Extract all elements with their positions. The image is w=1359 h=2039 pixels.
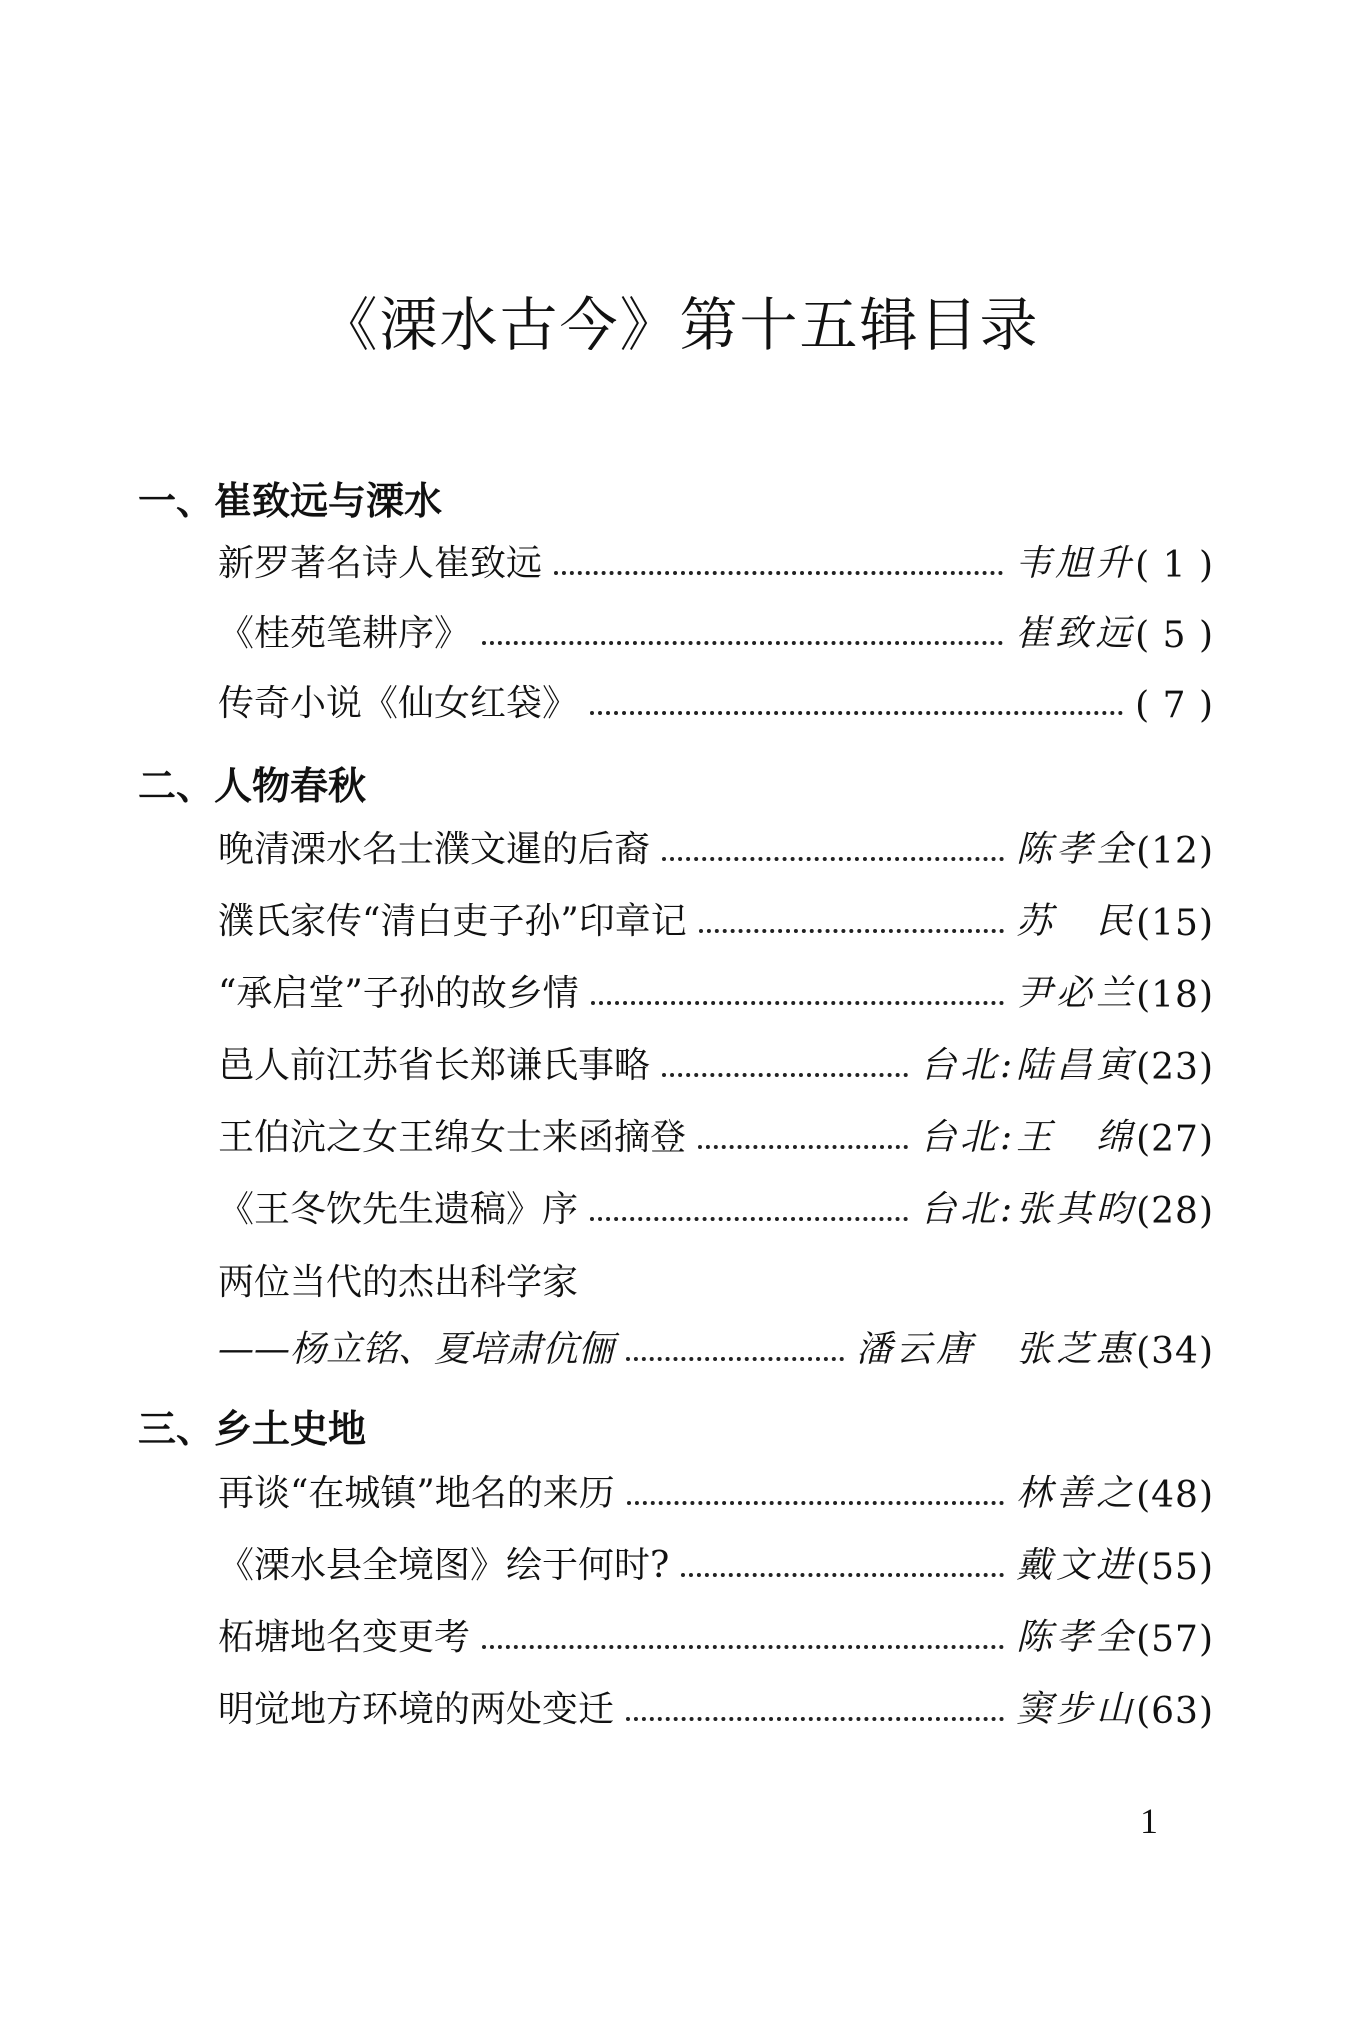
entry-author: 陈孝全 (1016, 1617, 1137, 1658)
entry-title: 邑人前江苏省长郑谦氏事略 (218, 1045, 651, 1086)
dot-leader (482, 1645, 1004, 1649)
dot-leader (554, 571, 1003, 575)
entry-title: 王伯沆之女王绵女士来函摘登 (218, 1117, 687, 1158)
entry-page: ( 7 ) (1135, 685, 1214, 726)
dot-leader (590, 711, 1123, 715)
dot-leader (698, 1145, 908, 1149)
entry-page: (23) (1136, 1047, 1214, 1088)
entry-author: 尹必兰 (1016, 973, 1137, 1014)
section-heading: 二、人物春秋 (138, 764, 367, 808)
entry-title: 晚清溧水名士濮文暹的后裔 (218, 829, 651, 870)
toc-entry[interactable] (218, 1466, 1214, 1516)
entry-page: ( 5 ) (1135, 615, 1214, 656)
toc-entry[interactable] (218, 1610, 1214, 1660)
entry-title: 濮氏家传“清白吏子孙”印章记 (218, 901, 687, 942)
page-title: 《溧水古今》第十五辑目录 (319, 291, 1040, 359)
toc-entry[interactable] (218, 1110, 1214, 1160)
entry-author: 苏 民 (1016, 901, 1137, 942)
dot-leader (591, 1001, 1004, 1005)
toc-entry[interactable] (218, 1322, 1214, 1372)
entry-title: 新罗著名诗人崔致远 (218, 543, 543, 584)
entry-page: ( 1 ) (1135, 545, 1214, 586)
dot-leader (590, 1217, 908, 1221)
entry-author: 陈孝全 (1016, 829, 1137, 870)
entry-author: 林善之 (1016, 1473, 1137, 1514)
toc-entry[interactable] (218, 676, 1214, 726)
toc-entry[interactable] (218, 1182, 1214, 1232)
entry-author: 崔致远 (1015, 613, 1136, 654)
page-number: 1 (1140, 1801, 1158, 1841)
entry-author: 台北:王 绵 (919, 1117, 1137, 1158)
entry-title: 再谈“在城镇”地名的来历 (218, 1473, 615, 1514)
entry-title: 传奇小说《仙女红袋》 (218, 683, 579, 724)
toc-entry[interactable] (218, 966, 1214, 1016)
entry-title: “承启堂”子孙的故乡情 (218, 973, 579, 1014)
dot-leader (482, 641, 1003, 645)
dot-leader (662, 857, 1004, 861)
entry-page: (27) (1136, 1119, 1214, 1160)
entry-title-line1[interactable]: 两位当代的杰出科学家 (218, 1262, 579, 1303)
toc-entry[interactable] (218, 822, 1214, 872)
entry-author: 潘云唐 张芝惠 (856, 1329, 1137, 1370)
entry-subtitle: ——杨立铭、夏培肃伉俪 (218, 1329, 615, 1370)
entry-title: 《桂苑笔耕序》 (218, 613, 471, 654)
toc-entry[interactable] (218, 606, 1214, 656)
dot-leader (626, 1717, 1004, 1721)
toc-entry[interactable] (218, 894, 1214, 944)
entry-page: (28) (1136, 1191, 1214, 1232)
dot-leader (699, 929, 1004, 933)
entry-page: (34) (1136, 1331, 1214, 1372)
section-heading: 一、崔致远与溧水 (138, 479, 443, 523)
entry-author: 韦旭升 (1015, 543, 1136, 584)
entry-author: 戴文进 (1016, 1545, 1137, 1586)
entry-page: (57) (1136, 1619, 1214, 1660)
dot-leader (627, 1501, 1004, 1505)
dot-leader (626, 1357, 844, 1361)
entry-page: (18) (1136, 975, 1214, 1016)
entry-author: 台北:陆昌寅 (919, 1045, 1137, 1086)
toc-entry[interactable] (218, 536, 1214, 586)
entry-page: (12) (1136, 831, 1214, 872)
toc-entry[interactable] (218, 1538, 1214, 1588)
entry-page: (63) (1136, 1691, 1214, 1732)
dot-leader (662, 1073, 908, 1077)
section-heading: 三、乡土史地 (138, 1407, 367, 1451)
entry-title: 《王冬饮先生遗稿》序 (218, 1189, 579, 1230)
entry-title: 柘塘地名变更考 (218, 1617, 471, 1658)
entry-author: 台北:张其昀 (919, 1189, 1137, 1230)
entry-page: (55) (1136, 1547, 1214, 1588)
toc-entry[interactable] (218, 1682, 1214, 1732)
entry-author: 窦步山 (1016, 1689, 1137, 1730)
entry-title: 明觉地方环境的两处变迁 (218, 1689, 615, 1730)
entry-page: (48) (1136, 1475, 1214, 1516)
dot-leader (681, 1573, 1004, 1577)
toc-entry[interactable] (218, 1038, 1214, 1088)
entry-title: 《溧水县全境图》绘于何时? (218, 1545, 670, 1586)
entry-page: (15) (1136, 903, 1214, 944)
